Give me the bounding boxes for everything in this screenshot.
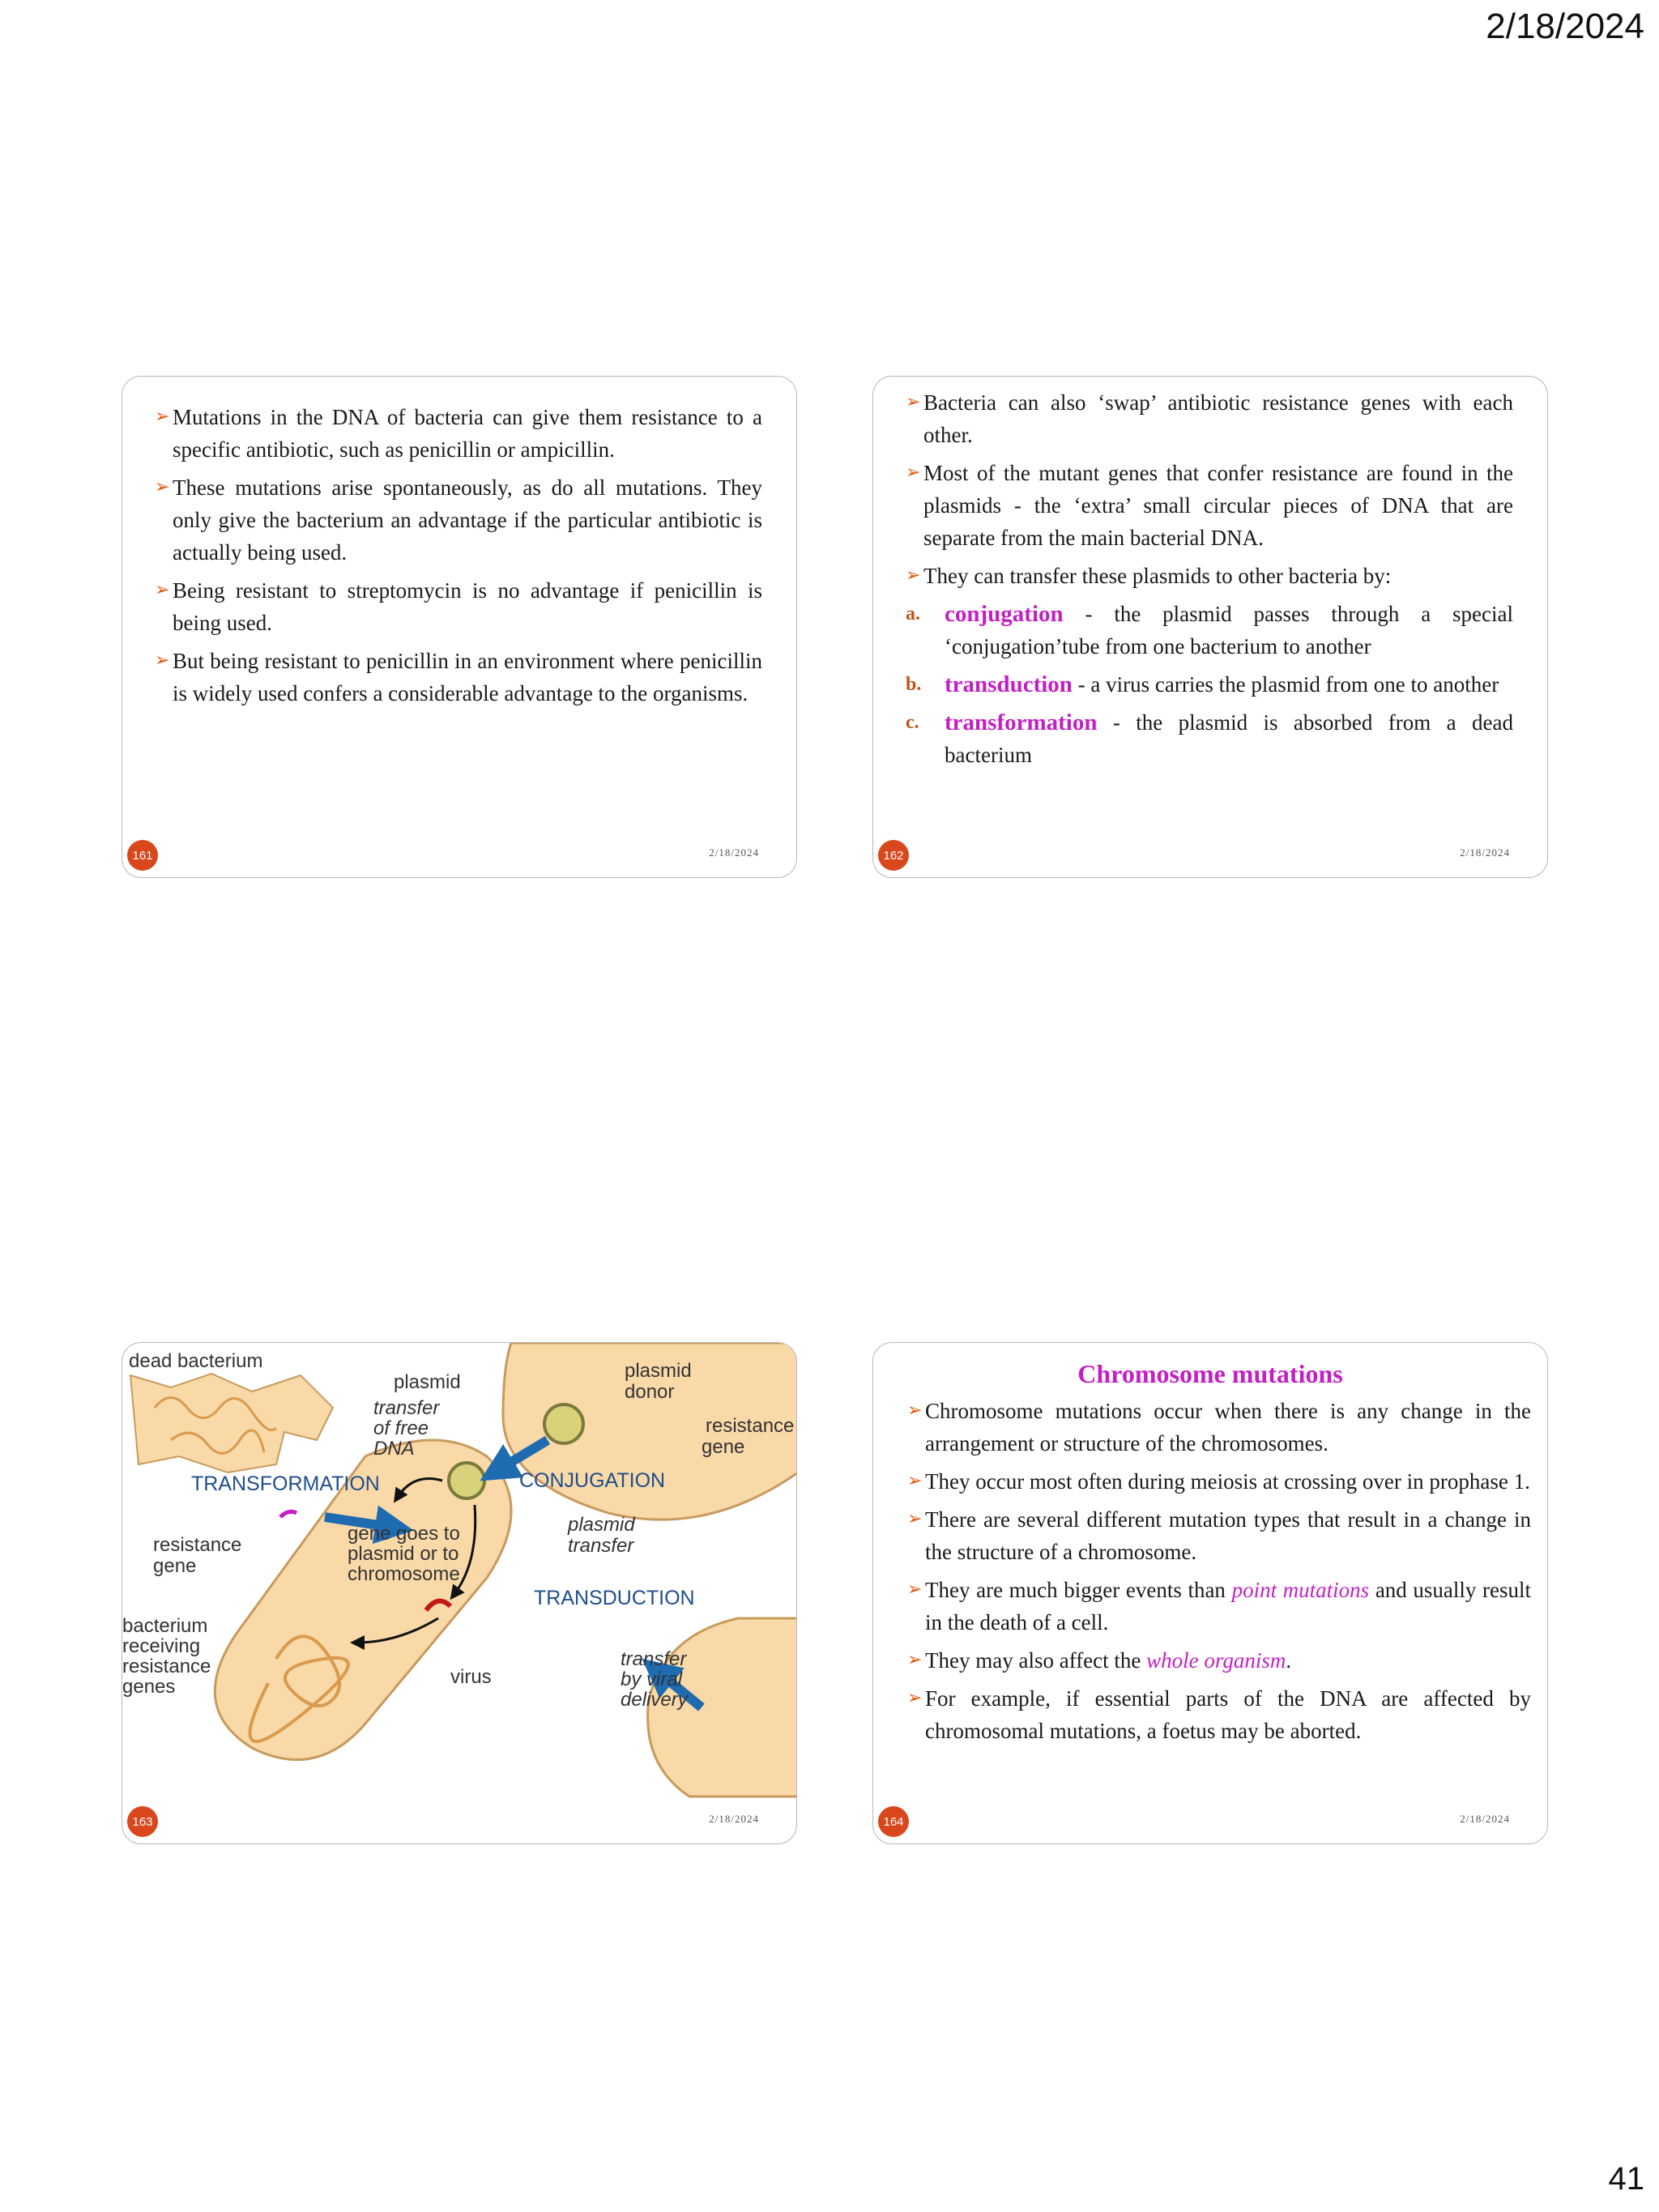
bullet: ➢ They occur most often during meiosis at crossing over in prophase 1.	[907, 1465, 1531, 1498]
slide-number-badge: 162	[878, 840, 909, 871]
term-point-mutations: point mutations	[1231, 1578, 1370, 1602]
bullet: ➢ There are several different mutation types that result in a change in the structure of a chromosome.	[907, 1503, 1531, 1568]
label-viral-delivery: transfer	[621, 1648, 687, 1670]
donor-plasmid-icon	[544, 1404, 583, 1443]
label-transfer-free-dna: of free	[373, 1417, 429, 1439]
bullet: ➢ Chromosome mutations occur when there is any change in the arrangement or structure of the chromosomes.	[907, 1395, 1531, 1460]
bullet: ➢ Being resistant to streptomycin is no advantage if penicillin is being used.	[155, 574, 762, 639]
bullet: ➢ Most of the mutant genes that confer resistance are found in the plasmids - the ‘extra’ small circular pieces of DNA that are separate from the main bacterial DNA.	[906, 457, 1513, 554]
list-item-transduction: b. transduction - a virus carries the plasmid from one to another	[906, 668, 1513, 701]
arrow-bullet-icon: ➢	[907, 1579, 923, 1600]
slide-164	[872, 1342, 1548, 1844]
label-viral-delivery: delivery	[621, 1689, 688, 1711]
term-transduction: transduction	[945, 671, 1073, 697]
arrow-bullet-icon: ➢	[906, 462, 921, 483]
slide-number-badge: 161	[127, 840, 158, 871]
label-viral-delivery: by viral	[621, 1669, 683, 1690]
bullet: ➢ But being resistant to penicillin in an environment where penicillin is widely used confers a considerable advantage to the organisms.	[155, 645, 762, 710]
arrow-bullet-icon: ➢	[155, 477, 170, 497]
arrow-bullet-icon: ➢	[906, 392, 921, 412]
bullet: ➢ They can transfer these plasmids to other bacteria by:	[906, 560, 1513, 592]
term-transformation: transformation	[945, 710, 1098, 735]
bullet: ➢ Mutations in the DNA of bacteria can give them resistance to a specific antibiotic, such as penicillin or ampicillin.	[155, 401, 762, 466]
arrow-bullet-icon: ➢	[907, 1509, 923, 1529]
bacterial-gene-transfer-diagram	[122, 1343, 797, 1813]
slide-date: 2/18/2024	[1460, 1813, 1510, 1825]
label-resistance-gene-left: gene	[153, 1555, 197, 1577]
list-item-conjugation: a. conjugation - the plasmid passes through a special ‘conjugation’tube from one bacterium to another	[906, 598, 1513, 663]
arrow-bullet-icon: ➢	[155, 407, 170, 427]
label-plasmid-transfer: transfer	[568, 1535, 634, 1557]
label-transduction: TRANSDUCTION	[534, 1587, 695, 1609]
resistance-gene-fragment	[280, 1511, 296, 1517]
arrow-bullet-icon: ➢	[155, 580, 170, 600]
slide-161	[122, 376, 797, 878]
arrow-bullet-icon: ➢	[155, 650, 170, 671]
diagram-svg	[122, 1343, 797, 1813]
slide-date: 2/18/2024	[709, 1813, 759, 1825]
arrow-bullet-icon: ➢	[907, 1400, 923, 1421]
slide-161-body	[155, 401, 762, 715]
slide-162	[872, 376, 1548, 878]
slide-date: 2/18/2024	[1460, 846, 1510, 859]
slide-163	[122, 1342, 797, 1844]
label-dead-bacterium: dead bacterium	[129, 1350, 263, 1372]
label-conjugation: CONJUGATION	[519, 1469, 666, 1492]
bullet: ➢ These mutations arise spontaneously, as do all mutations. They only give the bacterium an advantage if the particular antibiotic is actually being used.	[155, 471, 762, 569]
dead-bacterium-shape	[130, 1374, 333, 1473]
label-bacterium-receiving: genes	[122, 1676, 176, 1698]
label-transformation: TRANSFORMATION	[191, 1473, 380, 1495]
arrow-bullet-icon: ➢	[907, 1688, 923, 1708]
label-resistance-gene-left: resistance	[153, 1534, 242, 1556]
label-resistance-gene-right: resistance	[706, 1415, 795, 1437]
received-plasmid-icon	[449, 1463, 484, 1498]
label-gene-goes: plasmid or to	[348, 1543, 459, 1565]
slide-number-badge: 164	[878, 1806, 909, 1837]
slide-number-badge: 163	[127, 1806, 158, 1837]
slide-162-body	[906, 386, 1513, 777]
list-letter: c.	[906, 712, 919, 733]
slide-164-title: Chromosome mutations	[1077, 1359, 1343, 1388]
label-gene-goes: chromosome	[348, 1563, 460, 1585]
slide-date: 2/18/2024	[709, 846, 759, 859]
term-conjugation: conjugation	[945, 601, 1064, 627]
page-date: 2/18/2024	[1486, 6, 1644, 46]
label-gene-goes: gene goes to	[348, 1523, 460, 1545]
list-letter: a.	[906, 603, 920, 624]
bullet: ➢ Bacteria can also ‘swap’ antibiotic resistance genes with each other.	[906, 386, 1513, 451]
arrow-bullet-icon: ➢	[907, 1650, 923, 1670]
label-plasmid: plasmid	[394, 1371, 461, 1393]
label-bacterium-receiving: bacterium	[122, 1615, 208, 1637]
label-plasmid-donor: donor	[625, 1381, 675, 1403]
list-item-transformation: c. transformation - the plasmid is absorbed from a dead bacterium	[906, 706, 1513, 771]
slide-164-body	[907, 1395, 1531, 1753]
bullet: ➢ They are much bigger events than point mutations and usually result in the death of a cell.	[907, 1574, 1531, 1639]
bullet: ➢ For example, if essential parts of the DNA are affected by chromosomal mutations, a foetus may be aborted.	[907, 1682, 1531, 1747]
label-bacterium-receiving: resistance	[122, 1656, 211, 1677]
label-resistance-gene-right: gene	[702, 1436, 745, 1458]
label-plasmid-transfer: plasmid	[568, 1514, 635, 1536]
label-virus: virus	[450, 1666, 492, 1688]
bullet: ➢ They may also affect the whole organism.	[907, 1644, 1531, 1677]
label-bacterium-receiving: receiving	[122, 1635, 201, 1657]
label-plasmid-donor: plasmid	[625, 1360, 692, 1382]
list-letter: b.	[906, 674, 922, 695]
label-transfer-free-dna: transfer	[373, 1397, 440, 1419]
page-number: 41	[1608, 2161, 1644, 2197]
arrow-bullet-icon: ➢	[906, 565, 921, 586]
label-transfer-free-dna: DNA	[373, 1438, 415, 1460]
arrow-bullet-icon: ➢	[907, 1471, 923, 1491]
term-whole-organism: whole organism	[1146, 1648, 1286, 1673]
